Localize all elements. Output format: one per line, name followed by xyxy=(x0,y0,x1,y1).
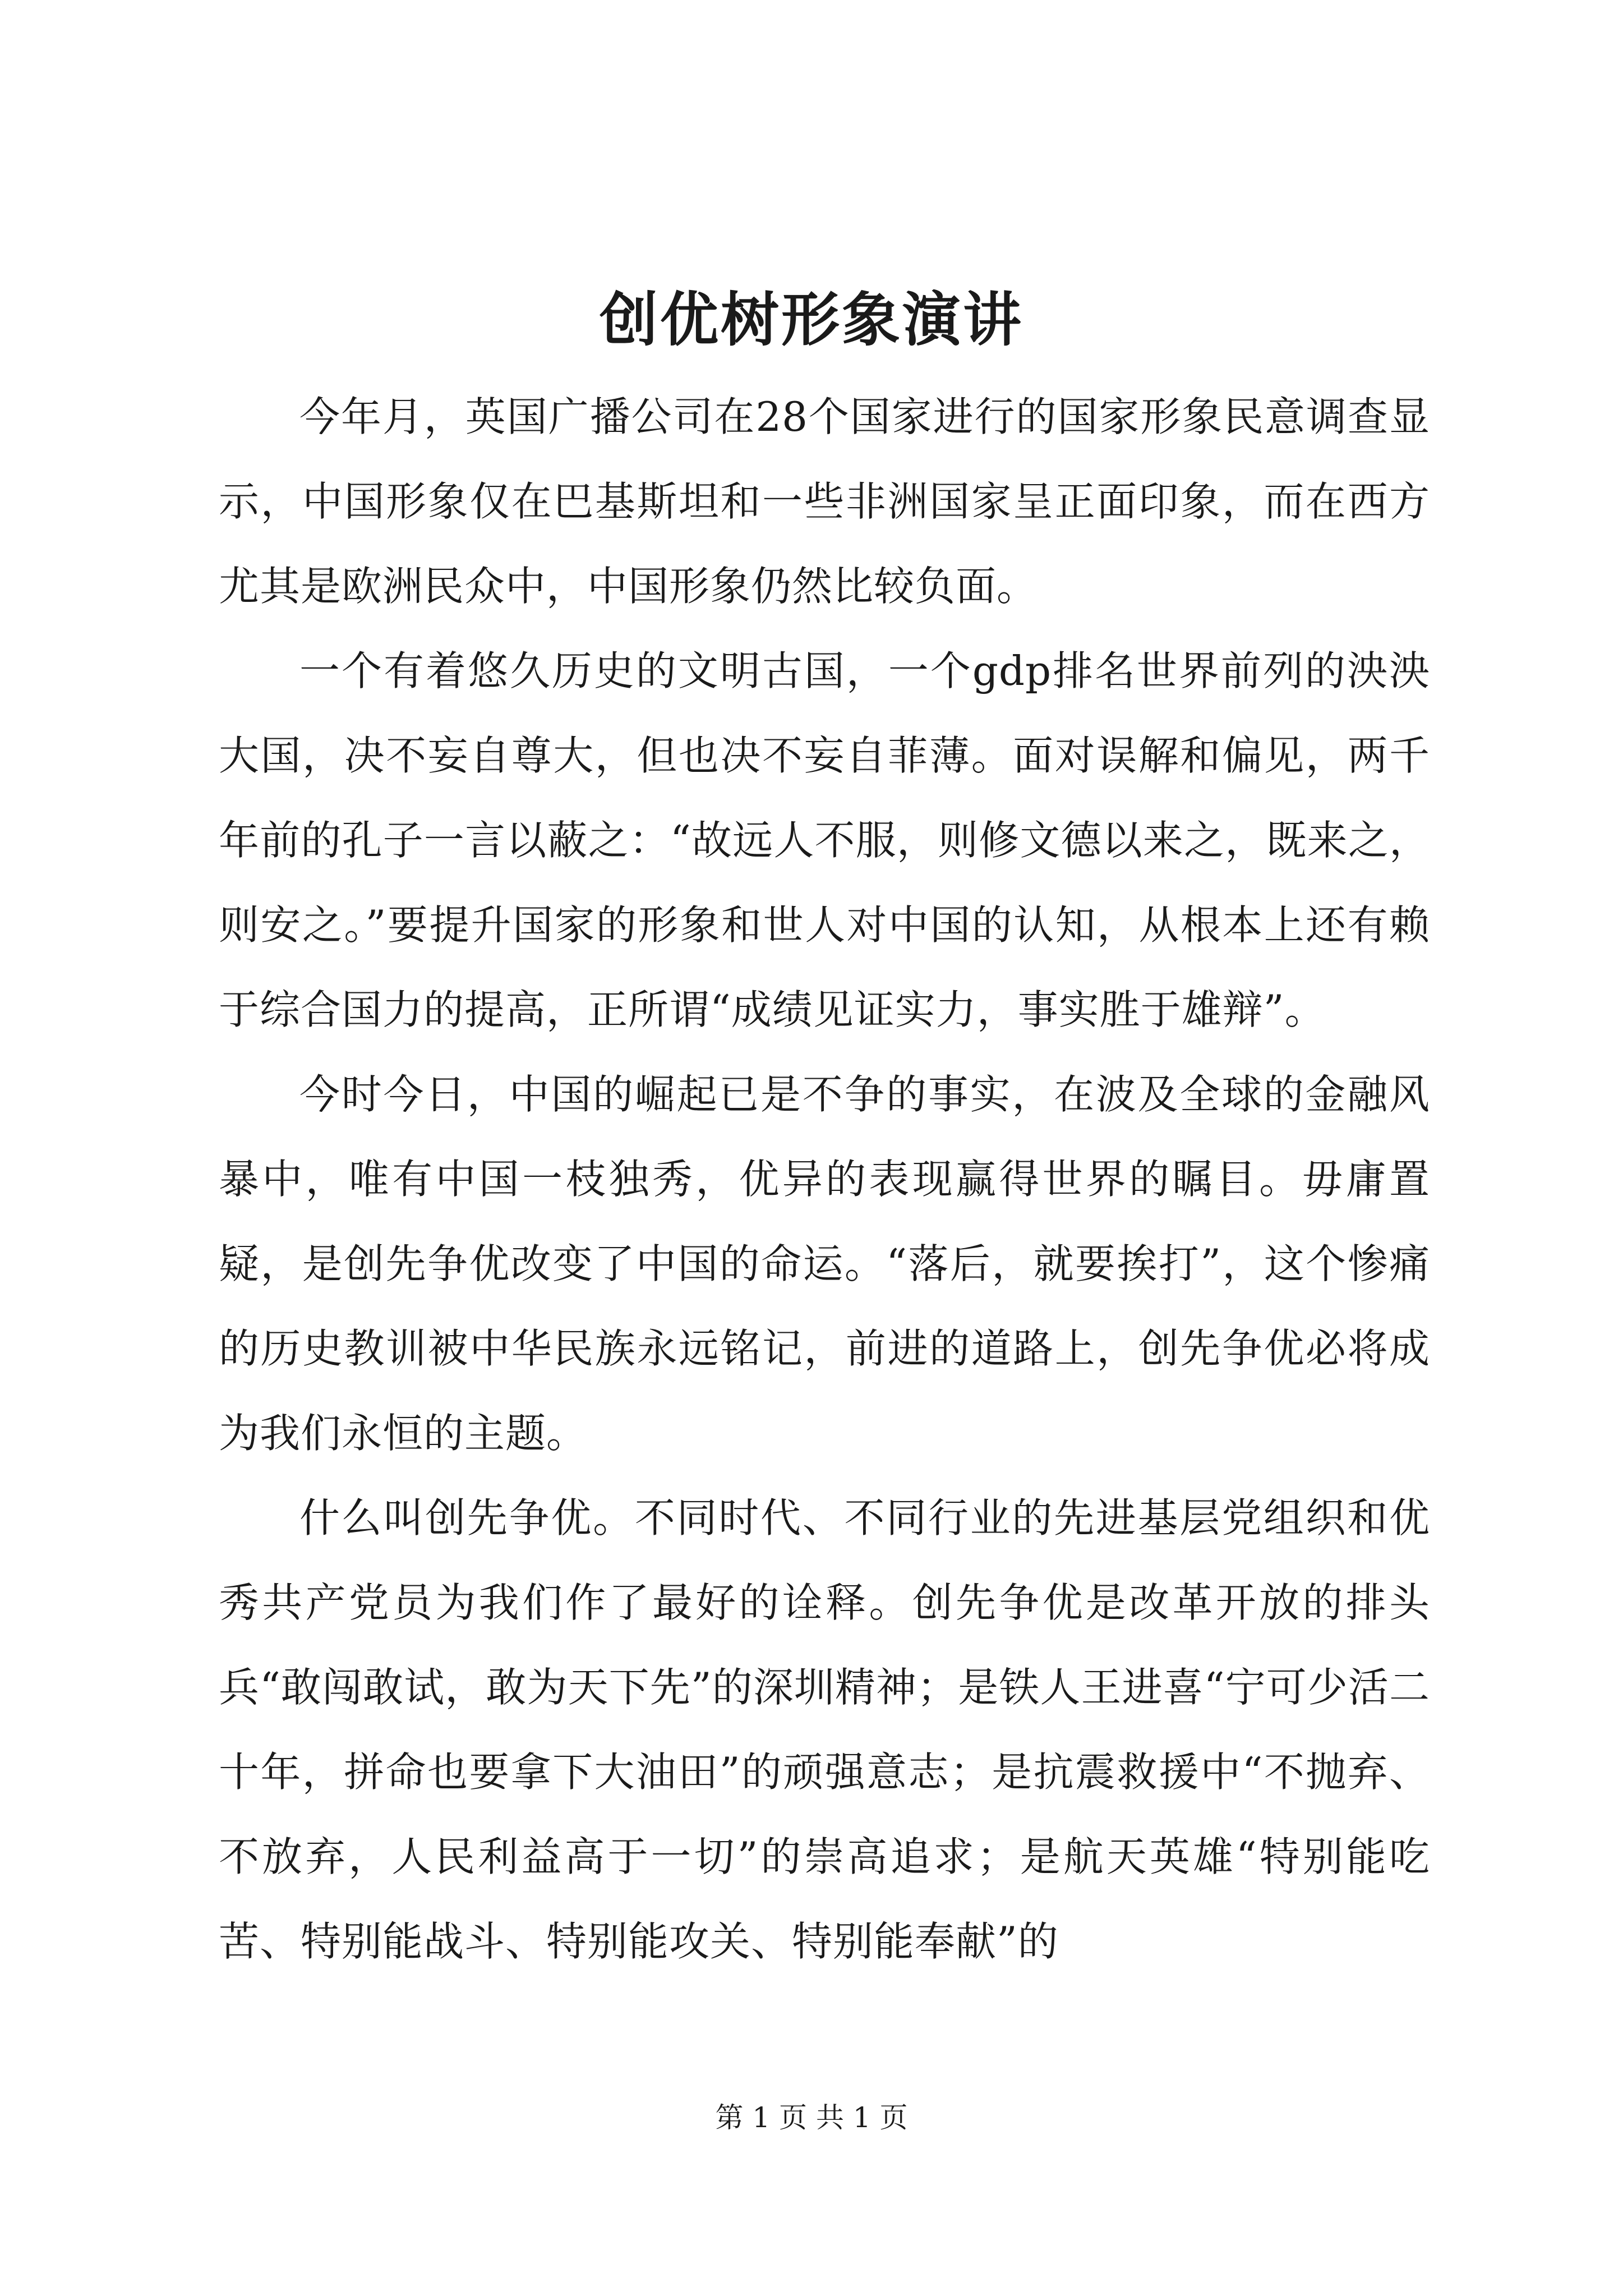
page-footer: 第 1 页 共 1 页 xyxy=(715,2101,908,2134)
paragraph-1: 今年月，英国广播公司在28个国家进行的国家形象民意调查显示，中国形象仅在巴基斯坦和一些非洲国家呈正面印象，而在西方尤其是欧洲民众中，中国形象仍然比较负面。 xyxy=(219,393,1430,610)
paragraph-3: 今时今日，中国的崛起已是不争的事实，在波及全球的金融风暴中，唯有中国一枝独秀，优异的表现赢得世界的瞩目。毋庸置疑，是创先争优改变了中国的命运。“落后，就要挨打”，这个惨痛的历史教训被中华民族永远铭记，前进的道路上，创先争优必将成为我们永恒的主题。 xyxy=(219,1071,1430,1457)
document-title: 创优树形象演讲 xyxy=(599,285,1023,354)
paragraph-2: 一个有着悠久历史的文明古国，一个gdp排名世界前列的泱泱大国，决不妄自尊大，但也决不妄自菲薄。面对误解和偏见，两千年前的孔子一言以蔽之：“故远人不服，则修文德以来之，既来之，则安之。”要提升国家的形象和世人对中国的认知，从根本上还有赖于综合国力的提高，正所谓“成绩见证实力，事实胜于雄辩”。 xyxy=(219,647,1430,1033)
document-body xyxy=(219,375,1430,1984)
paragraph-4: 什么叫创先争优。不同时代、不同行业的先进基层党组织和优秀共产党员为我们作了最好的诠释。创先争优是改革开放的排头兵“敢闯敢试，敢为天下先”的深圳精神；是铁人王进喜“宁可少活二十年，拼命也要拿下大油田”的顽强意志；是抗震救援中“不抛弃、不放弃，人民利益高于一切”的崇高追求；是航天英雄“特别能吃苦、特别能战斗、特别能攻关、特别能奉献”的 xyxy=(219,1494,1430,1965)
